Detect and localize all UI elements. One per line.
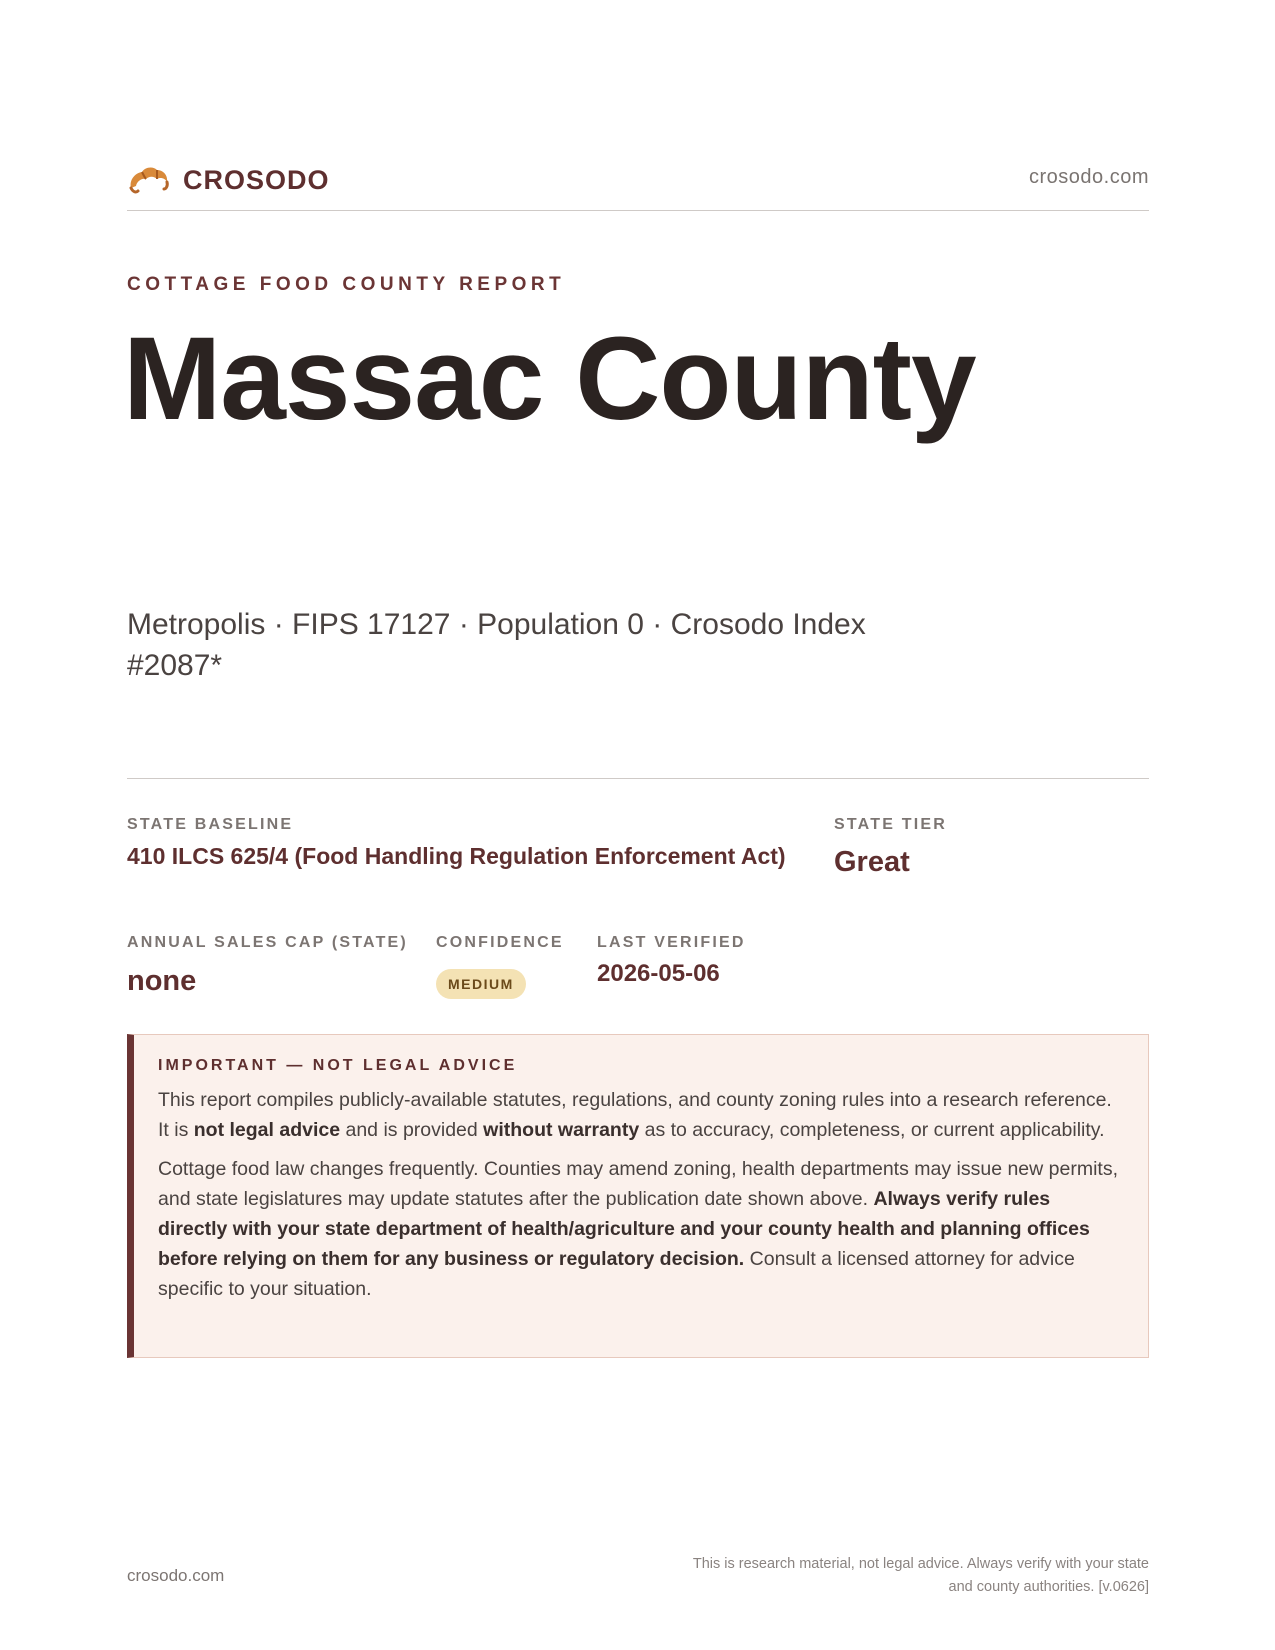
disclaimer-text: and is provided xyxy=(340,1119,484,1141)
disclaimer-paragraph-1 xyxy=(158,1085,1122,1145)
disclaimer-text: as to accuracy, completeness, or current applicability. xyxy=(639,1119,1105,1141)
section-divider xyxy=(127,778,1149,779)
disclaimer-text: Cottage food law changes frequently. Counties may amend zoning, health departments may issue new permits, and state legislatures may update statutes after the publication date shown above. xyxy=(158,1158,1118,1210)
state-baseline-value: 410 ILCS 625/4 (Food Handling Regulation Enforcement Act) xyxy=(127,843,786,869)
sales-cap-label: ANNUAL SALES CAP (STATE) xyxy=(127,934,408,951)
confidence-badge: MEDIUM xyxy=(436,969,526,999)
footer-site: crosodo.com xyxy=(127,1566,225,1585)
confidence-label: CONFIDENCE xyxy=(436,934,564,951)
report-eyebrow: COTTAGE FOOD COUNTY REPORT xyxy=(127,274,566,295)
disclaimer-text: This report compiles publicly-available statutes, regulations, and county zoning rules into a research reference. It is xyxy=(158,1089,1112,1141)
croissant-icon xyxy=(127,158,171,202)
footer-note-line: and county authorities. [v.0626] xyxy=(948,1579,1149,1595)
legal-disclaimer-callout xyxy=(127,1034,1149,1358)
disclaimer-emphasis: Always verify rules directly with your state department of health/agriculture and your county health and planning offices before relying on them for any business or regulatory decision. xyxy=(158,1188,1090,1270)
county-subtitle: Metropolis · FIPS 17127 · Population 0 · Crosodo Index #2087* xyxy=(127,608,866,682)
page-title: Massac County xyxy=(123,313,976,445)
sales-cap-value: none xyxy=(127,965,197,997)
brand-name: CROSODO xyxy=(183,164,330,195)
brand-header[interactable] xyxy=(127,158,330,202)
disclaimer-emphasis: without warranty xyxy=(483,1119,640,1141)
state-tier-label: STATE TIER xyxy=(834,816,947,833)
header-divider xyxy=(127,210,1149,211)
last-verified-value: 2026-05-06 xyxy=(597,960,720,987)
last-verified-label: LAST VERIFIED xyxy=(597,934,746,951)
disclaimer-text: Consult a licensed attorney for advice specific to your situation. xyxy=(158,1248,1075,1300)
site-link[interactable]: crosodo.com xyxy=(1029,166,1149,188)
state-baseline-label: STATE BASELINE xyxy=(127,816,294,833)
state-tier-value: Great xyxy=(834,846,910,878)
report-page xyxy=(123,0,1149,1650)
footer-note xyxy=(629,1553,1149,1599)
disclaimer-paragraph-2 xyxy=(158,1154,1122,1304)
disclaimer-title: IMPORTANT — NOT LEGAL ADVICE xyxy=(158,1057,518,1074)
footer-note-line: This is research material, not legal advice. Always verify with your state xyxy=(692,1556,1149,1572)
disclaimer-emphasis: not legal advice xyxy=(193,1119,341,1141)
